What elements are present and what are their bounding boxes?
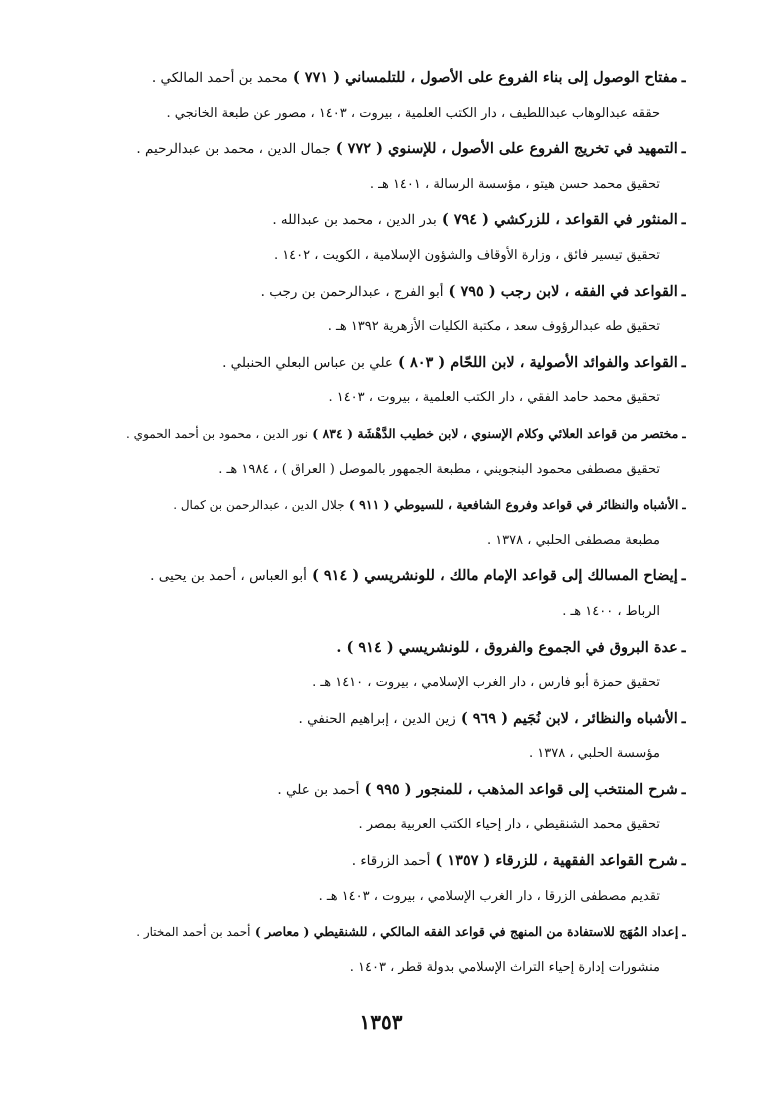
entry-author: علي بن عباس البعلي الحنبلي . <box>222 354 393 371</box>
entry-title: التمهيد في تخريج الفروع على الأصول ، للإسنوي ( ٧٧٢ ) <box>335 140 678 158</box>
entry-author: جمال الدين ، محمد بن عبدالرحيم . <box>136 141 331 158</box>
entry-title-line <box>60 487 686 523</box>
bibliography-list <box>60 60 686 985</box>
entry-title-line <box>60 131 686 167</box>
entry-publication: مؤسسة الحلبي ، ١٣٧٨ . <box>529 746 660 762</box>
entry-dash: ـ <box>681 282 686 300</box>
entry-title-line <box>60 274 686 310</box>
entry-publication: تحقيق طه عبدالرؤوف سعد ، مكتبة الكليات الأزهرية ١٣٩٢ هـ . <box>327 319 660 335</box>
entry-dash: ـ <box>681 69 686 86</box>
entry-publication: تحقيق محمد حسن هيتو ، مؤسسة الرسالة ، ١٤٠١ هـ . <box>369 176 660 192</box>
entry-publication: تحقيق محمد حامد الفقي ، دار الكتب العلمية ، بيروت ، ١٤٠٣ . <box>328 390 660 406</box>
entry-title-line <box>60 558 686 594</box>
entry-author: زين الدين ، إبراهيم الحنفي . <box>298 710 456 727</box>
entry-title: القواعد والفوائد الأصولية ، لابن اللحّام ( ٨٠٣ ) <box>398 353 678 371</box>
entry-publication: تحقيق مصطفى محمود البنجويني ، مطبعة الجمهور بالموصل ( العراق ) ، ١٩٨٤ هـ . <box>218 461 660 477</box>
entry-title: الأشباه والنظائر في قواعد وفروع الشافعية ، للسيوطي ( ٩١١ ) <box>348 497 679 513</box>
entry-title: شرح القواعد الفقهية ، للزرقاء ( ١٣٥٧ ) <box>435 852 678 870</box>
entry-title-line <box>60 772 686 808</box>
entry-dash: ـ <box>681 780 686 798</box>
entry-author: نور الدين ، محمود بن أحمد الحموي . <box>126 426 308 441</box>
entry-publication: تحقيق تيسير فائق ، وزارة الأوقاف والشؤون الإسلامية ، الكويت ، ١٤٠٢ . <box>273 247 660 263</box>
entry-title: مفتاح الوصول إلى بناء الفروع على الأصول ، للتلمساني ( ٧٧١ ) <box>292 69 678 86</box>
entry-publication: تحقيق محمد الشنقيطي ، دار إحياء الكتب العربية بمصر . <box>358 817 660 833</box>
entry-dash: ـ <box>681 140 686 158</box>
entry-title-line <box>60 345 686 381</box>
entry-dash: ـ <box>681 638 686 656</box>
entry-title: إعداد المُهَج للاستفادة من المنهج في قواعد الفقه المالكي ، للشنقيطي ( معاصر ) <box>254 924 679 940</box>
entry-publication: تحقيق حمزة أبو فارس ، دار الغرب الإسلامي ، بيروت ، ١٤١٠ هـ . <box>312 675 660 691</box>
entry-publication: حققه عبدالوهاب عبداللطيف ، دار الكتب العلمية ، بيروت ، ١٤٠٣ ، مصور عن طبعة الخانجي . <box>166 105 660 121</box>
entry-author: أبو العباس ، أحمد بن يحيى . <box>150 568 307 585</box>
entry-dash: ـ <box>681 709 686 727</box>
entry-author: أحمد بن علي . <box>277 781 360 798</box>
entry-dash: ـ <box>682 497 686 513</box>
entry-title-line <box>60 701 686 737</box>
entry-author: بدر الدين ، محمد بن عبدالله . <box>272 212 437 229</box>
entry-title-line <box>60 202 686 238</box>
entry-title-line <box>60 416 686 452</box>
entry-title: الأشباه والنظائر ، لابن نُجَيم ( ٩٦٩ ) <box>460 709 678 727</box>
page-number: ١٣٥٣ <box>359 1010 403 1034</box>
entry-title-line <box>60 914 686 950</box>
entry-author: محمد بن أحمد المالكي . <box>151 70 288 86</box>
entry-title-line <box>60 60 686 96</box>
entry-title-line <box>60 843 686 879</box>
entry-publication: تقديم مصطفى الزرقا ، دار الغرب الإسلامي ، بيروت ، ١٤٠٣ هـ . <box>318 888 660 904</box>
entry-author: جلال الدين ، عبدالرحمن بن كمال . <box>173 498 345 513</box>
entry-title: القواعد في الفقه ، لابن رجب ( ٧٩٥ ) <box>448 282 678 300</box>
entry-dash: ـ <box>681 852 686 870</box>
entry-publication: مطبعة مصطفى الحلبي ، ١٣٧٨ . <box>486 532 660 548</box>
entry-publication: منشورات إدارة إحياء التراث الإسلامي بدولة قطر ، ١٤٠٣ . <box>349 959 660 975</box>
entry-title-line <box>60 630 686 666</box>
entry-title: إيضاح المسالك إلى قواعد الإمام مالك ، للونشريسي ( ٩١٤ ) <box>311 567 678 585</box>
entry-title: المنثور في القواعد ، للزركشي ( ٧٩٤ ) <box>441 211 678 229</box>
entry-title: شرح المنتخب إلى قواعد المذهب ، للمنجور ( ٩٩٥ ) <box>364 780 678 798</box>
entry-author: أحمد بن أحمد المختار . <box>136 925 251 940</box>
entry-title: عدة البروق في الجموع والفروق ، للونشريسي ( ٩١٤ ) . <box>336 638 678 656</box>
entry-author: أحمد الزرقاء . <box>351 853 431 870</box>
entry-dash: ـ <box>681 567 686 585</box>
entry-publication: الرباط ، ١٤٠٠ هـ . <box>562 603 660 619</box>
entry-title: مختصر من قواعد العلائي وكلام الإسنوي ، لابن خطيب الدَّهْشَة ( ٨٣٤ ) <box>312 425 679 441</box>
entry-dash: ـ <box>682 425 686 441</box>
entry-dash: ـ <box>681 211 686 229</box>
entry-author: أبو الفرج ، عبدالرحمن بن رجب . <box>260 283 444 300</box>
entry-dash: ـ <box>682 924 686 940</box>
entry-dash: ـ <box>681 353 686 371</box>
